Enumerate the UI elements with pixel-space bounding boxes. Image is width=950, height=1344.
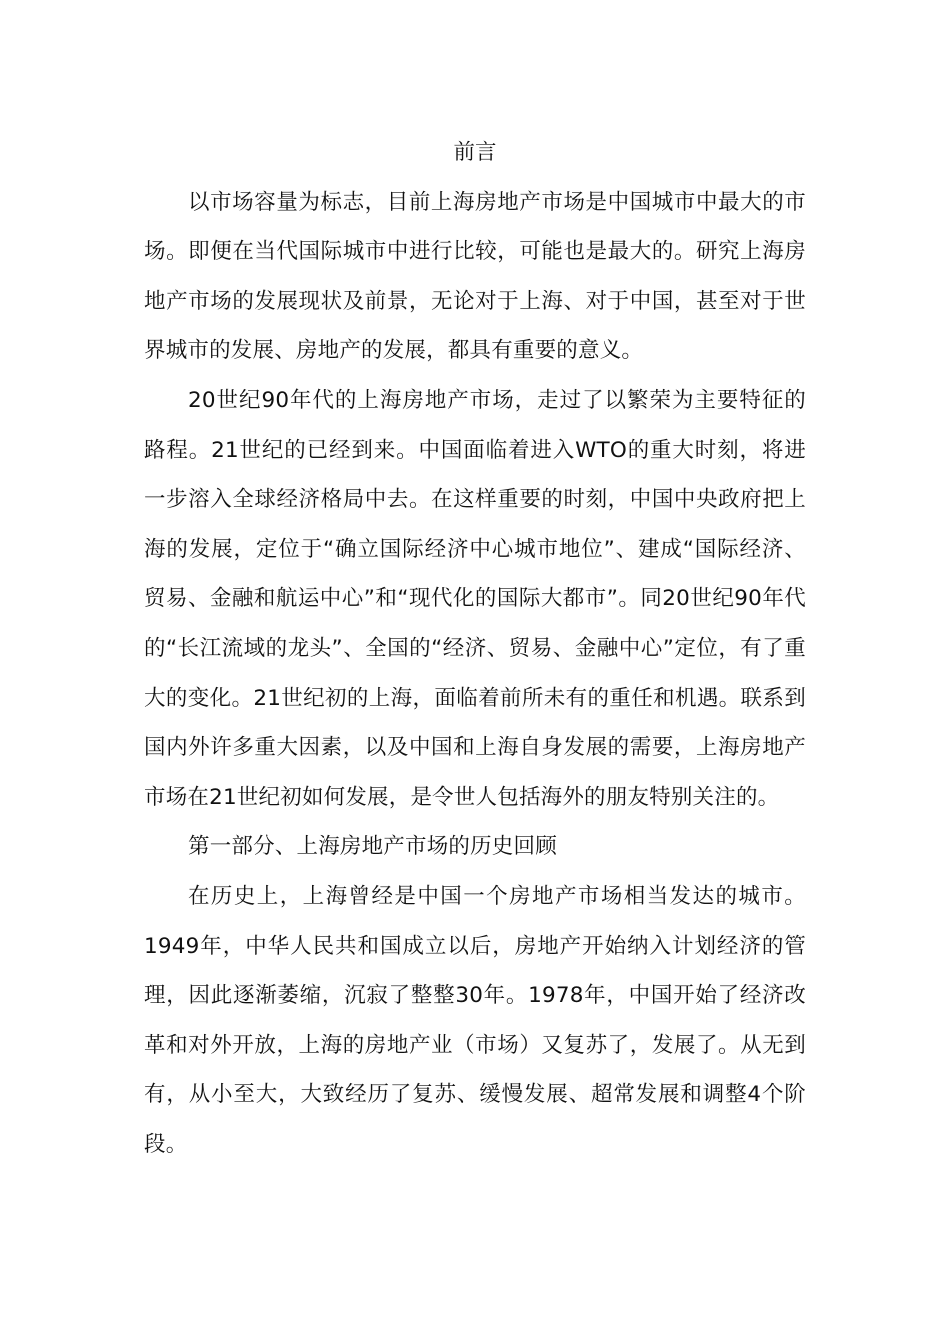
paragraph-intro-2: 20世纪90年代的上海房地产市场，走过了以繁荣为主要特征的路程。21世纪的已经到来。中国面临着进入WTO的重大时刻，将进一步溶入全球经济格局中去。在这样重要的时刻，中国中央政府把上海的发展，定位于“确立国际经济中心城市地位”、建成“国际经济、贸易、金融和航运中心”和“现代化的国际大都市”。同20世纪90年代的“长江流域的龙头”、全国的“经济、贸易、金融中心”定位，有了重大的变化。21世纪初的上海，面临着前所未有的重任和机遇。联系到国内外许多重大因素，以及中国和上海自身发展的需要，上海房地产市场在21世纪初如何发展，是令世人包括海外的朋友特别关注的。 (144, 387, 806, 810)
document-body (144, 128, 806, 1169)
paragraph-history-1: 在历史上，上海曾经是中国一个房地产市场相当发达的城市。1949年，中华人民共和国成立以后，房地产开始纳入计划经济的管理，因此逐渐萎缩，沉寂了整整30年。1978年，中国开始了经济改革和对外开放，上海的房地产业（市场）又复苏了，发展了。从无到有，从小至大，大致经历了复苏、缓慢发展、超常发展和调整4个阶段。 (144, 883, 806, 1157)
page-title: 前言 (453, 140, 497, 165)
section-heading: 第一部分、上海房地产市场的历史回顾 (188, 834, 557, 860)
paragraph-intro-1: 以市场容量为标志，目前上海房地产市场是中国城市中最大的市场。即便在当代国际城市中进行比较，可能也是最大的。研究上海房地产市场的发展现状及前景，无论对于上海、对于中国，甚至对于世界城市的发展、房地产的发展，都具有重要的意义。 (144, 189, 806, 364)
